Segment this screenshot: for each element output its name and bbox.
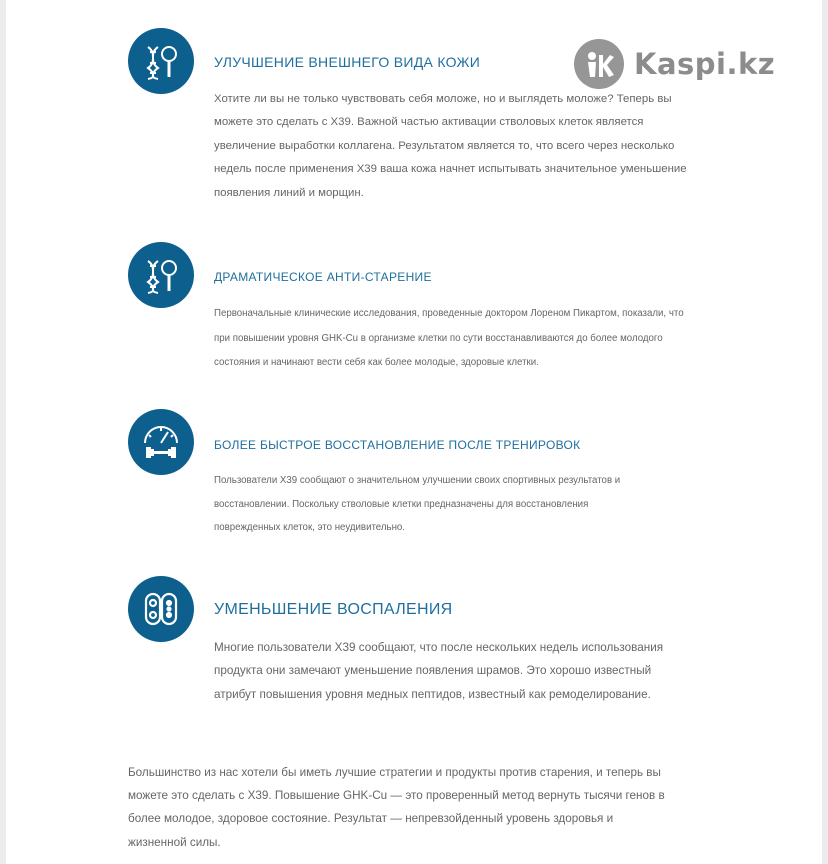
feature-description: Многие пользователи X39 сообщают, что после нескольких недель использования продукта они замечают уменьшение появления шрамов. Это хорошо известный атрибут повышения уровня медных пептидов, известный как ремоделирование.	[214, 641, 664, 701]
feature-description: Хотите ли вы не только чувствовать себя моложе, но и выглядеть моложе? Теперь вы можете это сделать с X39. Важной частью активации стволовых клеток является увеличение выработки коллагена. Результатом является то, что всего через несколько недель после применения X39 ваша кожа начнет испытывать значительное уменьшение появления линий и морщин.	[214, 93, 687, 199]
feature-title: УЛУЧШЕНИЕ ВНЕШНЕГО ВИДА КОЖИ	[214, 54, 481, 70]
kaspi-brand-text: Kaspi.kz	[634, 47, 776, 81]
cells-icon	[128, 576, 194, 642]
feature-title: УМЕНЬШЕНИЕ ВОСПАЛЕНИЯ	[214, 601, 453, 618]
feature-description: Первоначальные клинические исследования, проведенные доктором Лореном Пикартом, показали, что при повышении уровня GHK-Cu в организме клетки по сути восстанавливаются до более молодого состояния и начинают вести себя как более молодые, здоровые клетки.	[214, 308, 684, 368]
gauge-dumbbell-icon	[128, 409, 194, 475]
closing-paragraph: Большинство из нас хотели бы иметь лучшие стратегии и продукты против старения, и теперь вы можете это сделать с X39. Повышение GHK-Cu — это проверенный метод вернуть тысячи генов в более молодое, здоровое состояние. Результат — непревзойденный уровень здоровья и жизненной силы.	[128, 766, 665, 849]
kaspi-logo-icon	[574, 39, 624, 89]
feature-title: ДРАМАТИЧЕСКОЕ АНТИ-СТАРЕНИЕ	[214, 270, 432, 284]
kaspi-watermark	[574, 38, 775, 90]
dna-magnifier-icon	[128, 28, 194, 94]
dna-magnifier-icon	[128, 242, 194, 308]
feature-description: Пользователи X39 сообщают о значительном улучшении своих спортивных результатов и восстановлении. Поскольку стволовые клетки предназначены для восстановления поврежденных клеток, это неудивительно.	[214, 475, 621, 533]
feature-title: БОЛЕЕ БЫСТРОЕ ВОССТАНОВЛЕНИЕ ПОСЛЕ ТРЕНИРОВОК	[214, 438, 581, 452]
